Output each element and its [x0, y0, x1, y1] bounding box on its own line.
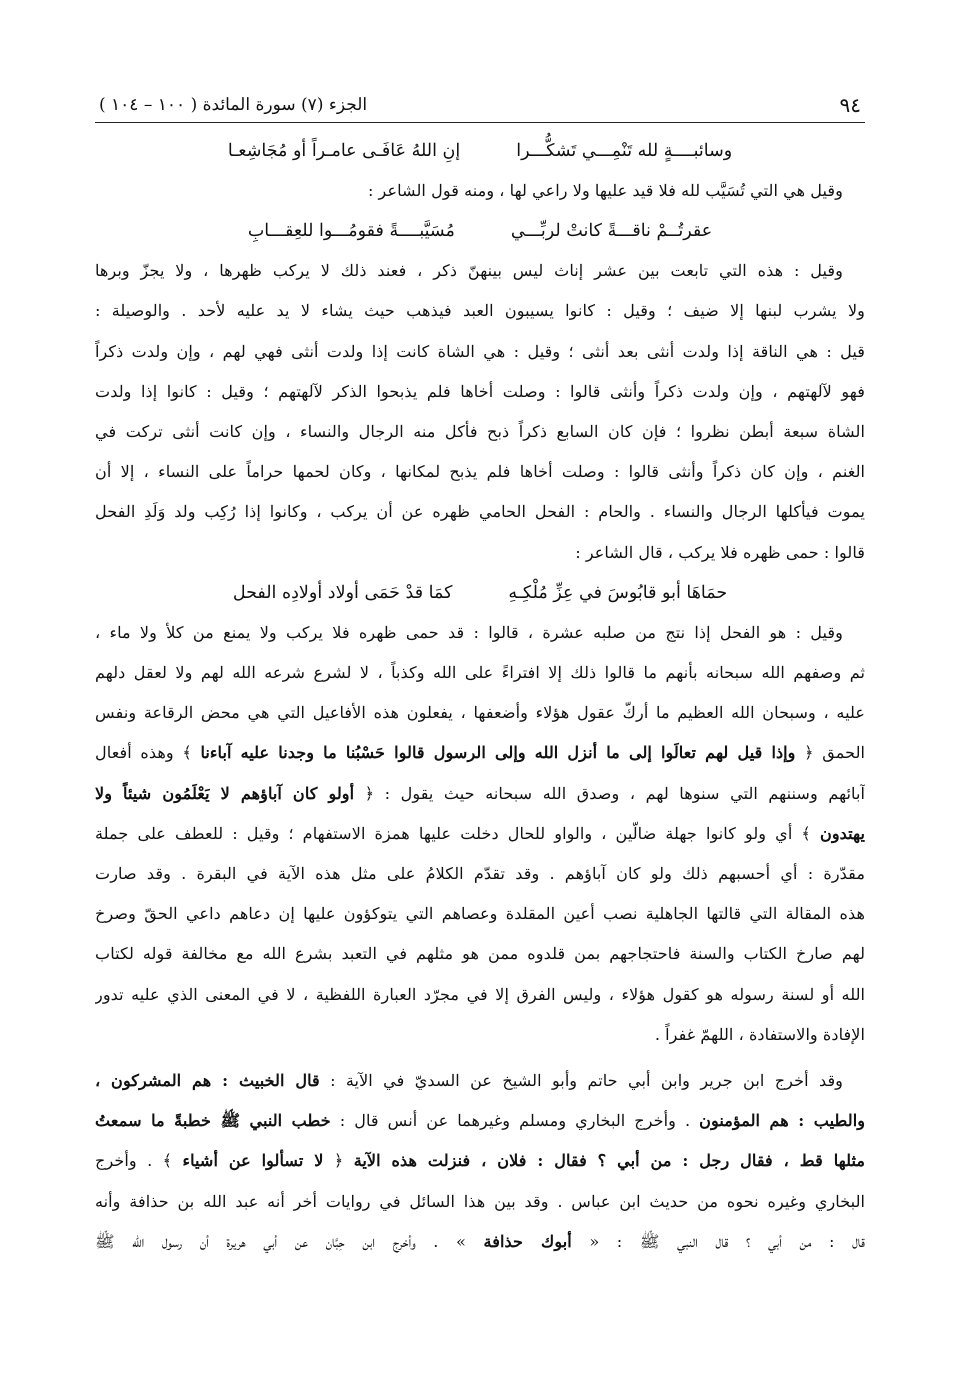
text-segment: وقد أخرج ابن جرير وابن أبي حاتم وأبو الشيخ عن السديّ في الآية :	[319, 1071, 843, 1091]
text-line	[95, 733, 865, 773]
text-line: وقيل هي التي تُسَيَّب لله فلا قيد عليها ولا راعي لها ، ومنه قول الشاعر :	[367, 181, 843, 200]
poetry-verse-3	[95, 573, 865, 613]
text-segment: ﴾ أي ولو كانوا جهلة ضالّين ، والواو للحال دخلت عليها همزة الاستفهام ؛ وقيل : للعطف على جملة	[95, 823, 820, 843]
text-line: يموت فيأكلها الرجال والنساء . والحام : الفحل الحامي ظهره عن أن يركب ، وكانوا إذا رُكِب ولد وَلَدِ الفحل	[95, 502, 865, 522]
text-segment: . وأخرج البخاري ومسلم وغيرهما عن أنس قال :	[330, 1111, 700, 1131]
text-line: وقيل : هذه التي تابعت بين عشر إناث ليس بينهنّ ذكر ، فعند ذلك لا يركب ظهرها ، ولا يجزّ وبرها	[95, 261, 843, 281]
verse-1-second-hemistich: إنِ اللهُ عَافَـى عامـراً أو مُجَاشِعـا	[227, 141, 461, 161]
running-title: الجزء (٧) سورة المائدة ( ١٠٠ – ١٠٤ )	[99, 95, 368, 115]
hadith-quote: خطب النبي ﷺ خطبةً ما سمعتُ	[95, 1111, 331, 1131]
text-segment: » . وأخرج ابن حِبَّان عن أبي هريرة أن رسول الله ﷺ	[95, 1231, 484, 1251]
text-line: عليه ، وسبحان الله العظيم ما أركّ عقول هؤلاء وأضعفها ، يفعلون هذه الأفاعيل التي هي محض الرقاعة ونفس	[95, 703, 865, 723]
text-line: قالوا : حمى ظهره فلا يركب ، قال الشاعر :	[575, 542, 865, 562]
hadith-quote: والطيب : هم المؤمنون	[699, 1111, 865, 1131]
text-line: الشاة سبعة أبطن نظروا ؛ فإن كان السابع ذكراً ذبح فأكل منه الرجال والنساء ، وإن كانت أنثى تركت في	[95, 422, 865, 442]
paragraph-2	[95, 613, 865, 1055]
text-line: مقدّرة : أي أحسبهم ذلك ولو كان آباؤهم . وقد تقدّم الكلامُ على مثل هذه الآية في البقرة . وقد صارت	[95, 864, 865, 884]
paragraph-1	[95, 251, 865, 573]
hadith-quote: أبوك حذافة	[483, 1231, 572, 1251]
text-line: لهم صارخ الكتاب والسنة فاحتجاجهم بمن قلدوه ممن هو مثلهم في التعبد بشرع الله مع مخالفة قوله لكتاب	[95, 944, 865, 964]
verse-1-first-hemistich: وسائبــــةٍ لله تَنْمِـــي تَشكُّـــرا	[516, 141, 733, 161]
text-line	[95, 1141, 865, 1181]
quran-verse-quote: لا تسألوا عن أشياء	[182, 1151, 324, 1171]
text-line	[95, 814, 865, 854]
text-segment: ﴾ وهذه أفعال	[95, 743, 201, 763]
text-line: البخاري وغيره نحوه من حديث ابن عباس . وقد بين هذا السائل في روايات أخر أنه عبد الله بن حذافة وأنه	[95, 1191, 865, 1211]
book-page	[95, 88, 865, 1308]
text-line: ثم وصفهم الله سبحانه بأنهم ما قالوا ذلك إلا افتراءً على الله وكذباً ، لا لشرع شرعه الله لهم ولا لعقل دلهم	[95, 663, 865, 683]
hadith-quote: قال الخبيث : هم المشركون ،	[95, 1071, 320, 1091]
verse-3-second-hemistich: كمَا قدْ حَمَى أولاد أولادِه الفحل	[232, 582, 453, 603]
hadith-quote: مثلها قط ، فقال رجل : من أبي ؟ فقال : فلان ، فنزلت هذه الآية	[353, 1151, 865, 1171]
page-number: ٩٤	[839, 93, 861, 117]
page-header	[95, 88, 865, 123]
text-segment: الحمق ﴿	[795, 743, 865, 763]
text-line: الله أو لسنة رسوله هو كقول هؤلاء ، وليس الفرق إلا في مجرّد العبارة اللفظية ، لا في المعنى الذي عليه تدور	[95, 984, 865, 1004]
text-line	[95, 774, 865, 814]
text-line: هذه المقالة التي قالتها الجاهلية نصب أعين المقلدة وعصاهم التي يتوكؤون عليها إن دعاهم داعي الحقّ وصرخ	[95, 904, 865, 924]
text-segment: ﴿	[323, 1151, 354, 1171]
quran-verse-quote: وإذا قيل لهم تعالَوا إلى ما أنزل الله وإلى الرسول قالوا حَسْبُنا ما وجدنا عليه آباءنا	[200, 743, 796, 763]
verse-3-first-hemistich: حمَاهَا أبو قابُوسَ في عِزِّ مُلْكِـهِ	[508, 582, 728, 603]
text-line: قيل : هي الناقة إذا ولدت أنثى بعد أنثى ؛ وقيل : هي الشاة كانت إذا ولدت أنثى فهي لهم ، وإن ولدت ذكراً	[95, 341, 865, 361]
poetry-verse-1	[95, 131, 865, 171]
text-segment: ﴾ . وأخرج	[95, 1151, 183, 1171]
text-line: فهو لآلهتهم ، وإن ولدت ذكراً وأنثى قالوا : وصلت أخاها فلم يذبحوا الذكر لآلهتهم ؛ وقيل : كانوا إذا ولدت	[95, 381, 865, 401]
text-line: الغنم ، وإن كان ذكراً وأنثى قالوا : وصلت أخاها فلم يذبح لمكانها ، وكان لحمها حراماً على النساء ، إلا أن	[95, 462, 865, 482]
paragraph-3	[95, 1061, 865, 1262]
text-line: وقيل : هو الفحل إذا نتج من صلبه عشرة ، قالوا : قد حمى ظهره فلا يركب ولا يمنع من كلأ ولا ماء ،	[95, 622, 843, 642]
quran-verse-quote: أولو كان آباؤهم لا يَعْلَمُون شيئاً ولا	[95, 783, 355, 803]
quran-verse-quote: يهتدون	[819, 823, 865, 843]
poetry-verse-2	[95, 211, 865, 251]
text-line: ولا يشرب لبنها إلا ضيف ؛ وقيل : كانوا يسيبون العبد فيذهب حيث يشاء لا يد عليه لأحد . والوصيلة :	[95, 301, 865, 321]
verse-2-first-hemistich: عقرتُــمْ ناقـــةً كانتْ لربِّـــي	[510, 221, 713, 242]
text-line: الإفادة والاستفادة ، اللهمّ غفراً .	[654, 1024, 865, 1044]
text-line	[95, 1222, 865, 1262]
text-segment: آبائهم وسننهم التي سنوها لهم ، وصدق الله سبحانه حيث يقول : ﴿	[354, 783, 865, 803]
text-line	[95, 1101, 865, 1141]
text-line	[95, 1061, 865, 1101]
verse-2-second-hemistich: مُسَيَّبــــةً فقومُـــوا للعِقـــابِ	[247, 221, 455, 242]
text-segment: قال : من أبي ؟ قال النبي ﷺ : «	[571, 1231, 865, 1251]
